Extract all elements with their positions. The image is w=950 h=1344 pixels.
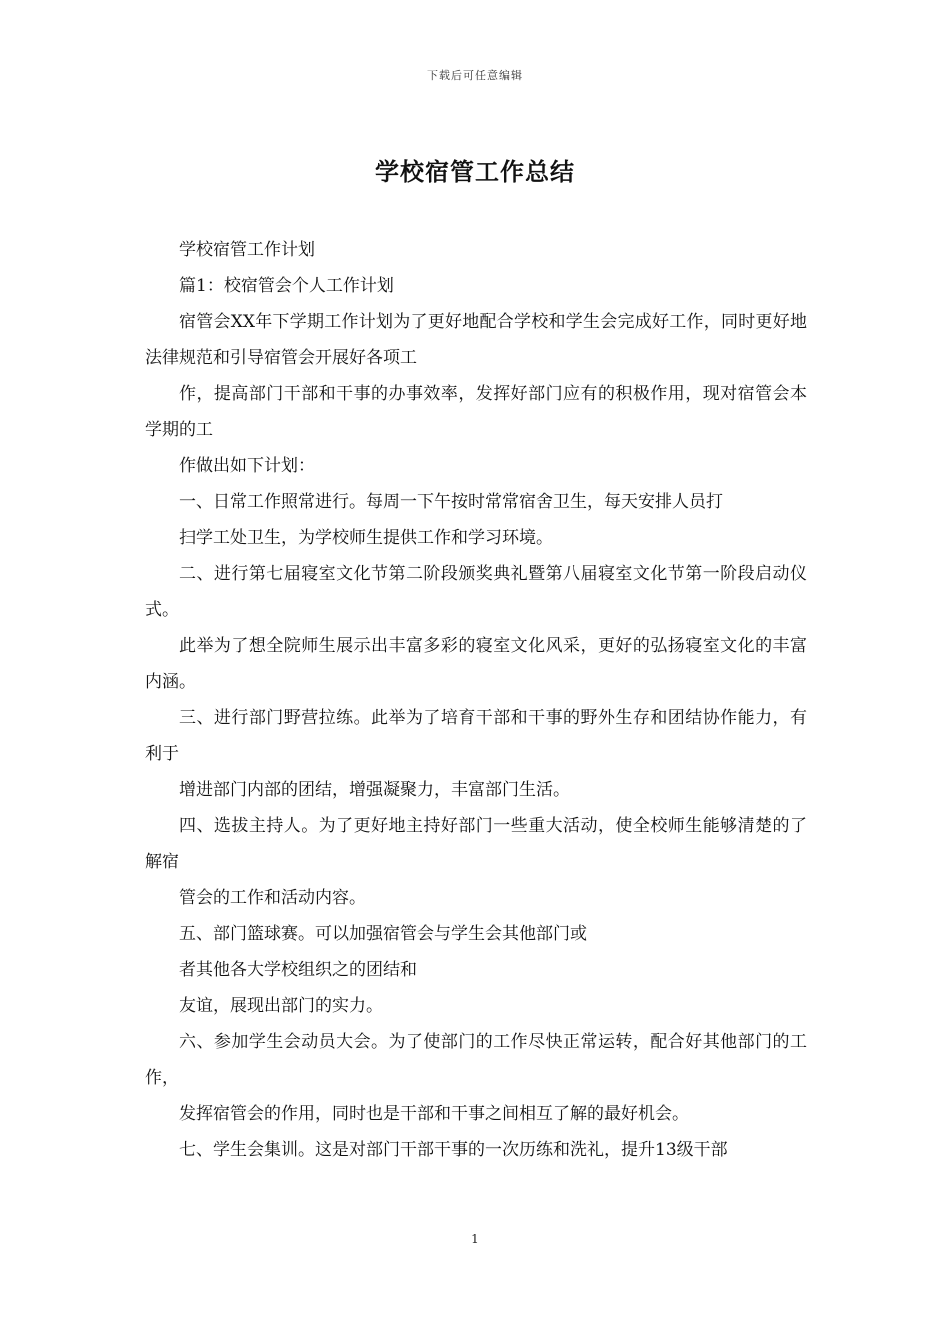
document-title: 学校宿管工作总结 bbox=[375, 157, 575, 186]
body-paragraph: 此举为了想全院师生展示出丰富多彩的寝室文化风采，更好的弘扬寝室文化的丰富内涵。 bbox=[145, 636, 807, 692]
body-paragraph: 学校宿管工作计划 bbox=[179, 240, 315, 260]
body-paragraph: 四、选拔主持人。为了更好地主持好部门一些重大活动，使全校师生能够清楚的了解宿 bbox=[145, 816, 807, 872]
body-paragraph: 七、学生会集训。这是对部门干部干事的一次历练和洗礼，提升13级干部 bbox=[179, 1140, 728, 1160]
body-paragraph: 友谊，展现出部门的实力。 bbox=[179, 996, 383, 1016]
body-paragraph: 者其他各大学校组织之的团结和 bbox=[179, 960, 417, 980]
body-paragraph: 三、进行部门野营拉练。此举为了培育干部和干事的野外生存和团结协作能力，有利于 bbox=[145, 708, 807, 764]
body-paragraph: 发挥宿管会的作用，同时也是干部和干事之间相互了解的最好机会。 bbox=[179, 1104, 689, 1124]
body-paragraph: 篇1：校宿管会个人工作计划 bbox=[179, 276, 394, 296]
document-body bbox=[145, 232, 807, 1168]
body-paragraph: 一、日常工作照常进行。每周一下午按时常常宿舍卫生，每天安排人员打 bbox=[179, 492, 723, 512]
header-note: 下载后可任意编辑 bbox=[427, 69, 523, 82]
body-paragraph: 作做出如下计划： bbox=[179, 456, 315, 476]
body-paragraph: 扫学工处卫生，为学校师生提供工作和学习环境。 bbox=[179, 528, 553, 548]
body-paragraph: 六、参加学生会动员大会。为了使部门的工作尽快正常运转，配合好其他部门的工作， bbox=[145, 1032, 807, 1088]
body-paragraph: 五、部门篮球赛。可以加强宿管会与学生会其他部门或 bbox=[179, 924, 587, 944]
page-number: 1 bbox=[471, 1232, 479, 1246]
body-paragraph: 增进部门内部的团结，增强凝聚力，丰富部门生活。 bbox=[179, 780, 570, 800]
body-paragraph: 宿管会XX年下学期工作计划为了更好地配合学校和学生会完成好工作，同时更好地法律规范和引导宿管会开展好各项工 bbox=[145, 312, 807, 368]
body-paragraph: 二、进行第七届寝室文化节第二阶段颁奖典礼暨第八届寝室文化节第一阶段启动仪式。 bbox=[145, 564, 807, 620]
body-paragraph: 作，提高部门干部和干事的办事效率，发挥好部门应有的积极作用，现对宿管会本学期的工 bbox=[145, 384, 807, 440]
body-paragraph: 管会的工作和活动内容。 bbox=[179, 888, 366, 908]
